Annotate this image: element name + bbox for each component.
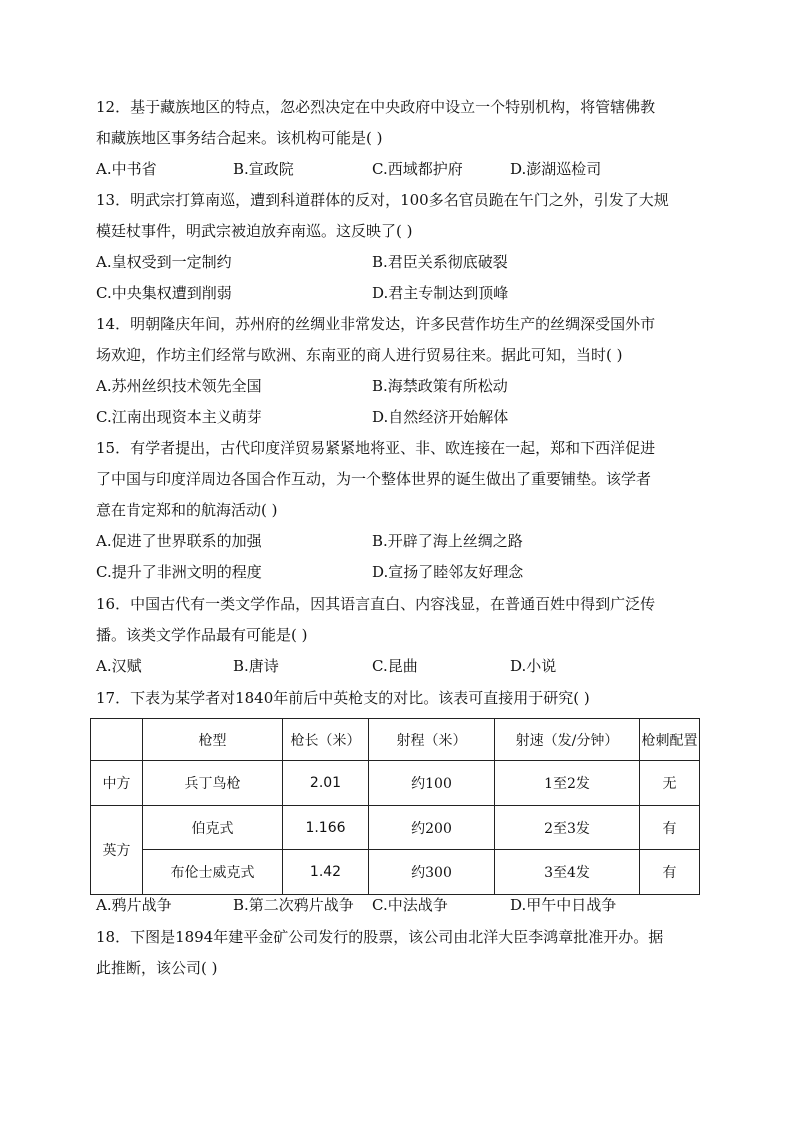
q12-stem-line1: 12．基于藏族地区的特点，忽必烈决定在中央政府中设立一个特别机构，将管辖佛教 bbox=[96, 98, 656, 116]
table-header-length: 枪长（米） bbox=[283, 719, 369, 761]
q12-option-a[interactable]: A.中书省 bbox=[96, 160, 157, 178]
table-header-bayonet: 枪刺配置 bbox=[640, 719, 700, 761]
cell-range: 约200 bbox=[369, 806, 495, 850]
table-header-rate: 射速（发/分钟） bbox=[495, 719, 640, 761]
cell-model: 兵丁鸟枪 bbox=[143, 761, 283, 806]
q14-option-d[interactable]: D.自然经济开始解体 bbox=[372, 408, 509, 426]
table-header-model: 枪型 bbox=[143, 719, 283, 761]
cell-length: 2.01 bbox=[283, 761, 369, 806]
table-row bbox=[91, 761, 700, 806]
cell-length: 1.42 bbox=[283, 850, 369, 895]
q18-stem-line2: 此推断，该公司( ) bbox=[96, 959, 218, 977]
q16-stem-line1: 16．中国古代有一类文学作品，因其语言直白、内容浅显，在普通百姓中得到广泛传 bbox=[96, 595, 656, 613]
q17-option-c[interactable]: C.中法战争 bbox=[372, 896, 448, 914]
q16-option-b[interactable]: B.唐诗 bbox=[233, 657, 279, 675]
table-row bbox=[91, 850, 700, 895]
q14-stem-line2: 场欢迎，作坊主们经常与欧洲、东南亚的商人进行贸易往来。据此可知，当时( ) bbox=[96, 346, 623, 364]
cell-rate: 3至4发 bbox=[495, 850, 640, 895]
q13-option-c[interactable]: C.中央集权遭到削弱 bbox=[96, 284, 232, 302]
q12-stem-line2: 和藏族地区事务结合起来。该机构可能是( ) bbox=[96, 129, 383, 147]
cell-range: 约300 bbox=[369, 850, 495, 895]
gun-comparison-table bbox=[90, 718, 700, 895]
q15-stem-line1: 15．有学者提出，古代印度洋贸易紧紧地将亚、非、欧连接在一起，郑和下西洋促进 bbox=[96, 439, 656, 457]
q17-option-a[interactable]: A.鸦片战争 bbox=[96, 896, 172, 914]
q17-option-d[interactable]: D.甲午中日战争 bbox=[510, 896, 617, 914]
q16-stem-line2: 播。该类文学作品最有可能是( ) bbox=[96, 626, 308, 644]
q15-option-b[interactable]: B.开辟了海上丝绸之路 bbox=[372, 532, 523, 550]
q14-stem-line1: 14．明朝隆庆年间，苏州府的丝绸业非常发达，许多民营作坊生产的丝绸深受国外市 bbox=[96, 315, 656, 333]
q16-option-c[interactable]: C.昆曲 bbox=[372, 657, 418, 675]
row-side-china: 中方 bbox=[91, 761, 143, 806]
table-row bbox=[91, 806, 700, 850]
cell-rate: 2至3发 bbox=[495, 806, 640, 850]
cell-model: 布伦士威克式 bbox=[143, 850, 283, 895]
q13-stem-line2: 模廷杖事件，明武宗被迫放弃南巡。这反映了( ) bbox=[96, 222, 413, 240]
q13-stem-line1: 13．明武宗打算南巡，遭到科道群体的反对，100多名官员跪在午门之外，引发了大规 bbox=[96, 191, 669, 209]
table-header-corner bbox=[91, 719, 143, 761]
q18-stem-line1: 18．下图是1894年建平金矿公司发行的股票，该公司由北洋大臣李鸿章批准开办。据 bbox=[96, 928, 664, 946]
cell-bayonet: 无 bbox=[640, 761, 700, 806]
q13-option-d[interactable]: D.君主专制达到顶峰 bbox=[372, 284, 509, 302]
q15-option-c[interactable]: C.提升了非洲文明的程度 bbox=[96, 563, 262, 581]
cell-bayonet: 有 bbox=[640, 806, 700, 850]
q17-option-b[interactable]: B.第二次鸦片战争 bbox=[233, 896, 354, 914]
q15-option-d[interactable]: D.宣扬了睦邻友好理念 bbox=[372, 563, 524, 581]
q12-option-d[interactable]: D.澎湖巡检司 bbox=[510, 160, 602, 178]
q17-stem-line1: 17．下表为某学者对1840年前后中英枪支的对比。该表可直接用于研究( ) bbox=[96, 689, 590, 707]
q14-option-b[interactable]: B.海禁政策有所松动 bbox=[372, 377, 508, 395]
q13-option-b[interactable]: B.君臣关系彻底破裂 bbox=[372, 253, 508, 271]
row-side-britain: 英方 bbox=[91, 806, 143, 895]
cell-model: 伯克式 bbox=[143, 806, 283, 850]
q16-option-d[interactable]: D.小说 bbox=[510, 657, 557, 675]
cell-bayonet: 有 bbox=[640, 850, 700, 895]
table-header-row bbox=[91, 719, 700, 761]
cell-rate: 1至2发 bbox=[495, 761, 640, 806]
q15-stem-line2: 了中国与印度洋周边各国合作互动，为一个整体世界的诞生做出了重要铺垫。该学者 bbox=[96, 470, 652, 488]
q13-option-a[interactable]: A.皇权受到一定制约 bbox=[96, 253, 232, 271]
cell-length: 1.166 bbox=[283, 806, 369, 850]
q15-option-a[interactable]: A.促进了世界联系的加强 bbox=[96, 532, 262, 550]
q15-stem-line3: 意在肯定郑和的航海活动( ) bbox=[96, 501, 278, 519]
q14-option-c[interactable]: C.江南出现资本主义萌芽 bbox=[96, 408, 262, 426]
q14-option-a[interactable]: A.苏州丝织技术领先全国 bbox=[96, 377, 262, 395]
cell-range: 约100 bbox=[369, 761, 495, 806]
table-header-range: 射程（米） bbox=[369, 719, 495, 761]
q16-option-a[interactable]: A.汉赋 bbox=[96, 657, 142, 675]
q12-option-b[interactable]: B.宣政院 bbox=[233, 160, 294, 178]
q12-option-c[interactable]: C.西域都护府 bbox=[372, 160, 463, 178]
